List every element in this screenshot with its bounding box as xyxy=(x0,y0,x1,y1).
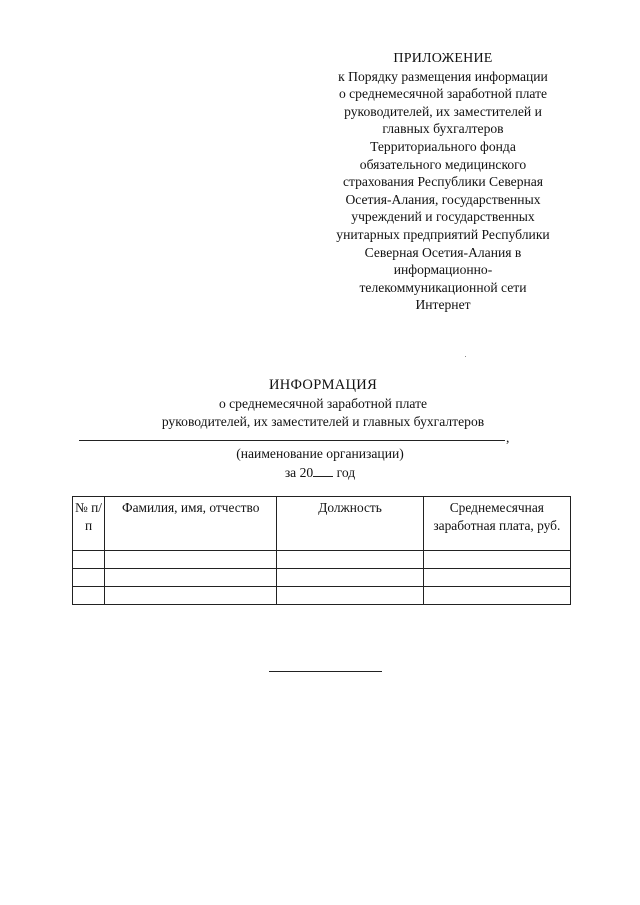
closing-divider xyxy=(269,671,382,672)
table-cell[interactable] xyxy=(73,551,105,569)
salary-table xyxy=(72,496,571,605)
table-cell[interactable] xyxy=(105,587,277,605)
appendix-line: обязательного медицинского xyxy=(359,156,527,172)
appendix-title: ПРИЛОЖЕНИЕ xyxy=(393,51,493,66)
organization-comma: , xyxy=(506,430,510,445)
table-header-row xyxy=(73,497,571,551)
appendix-line: информационно- xyxy=(393,262,493,278)
appendix-line: Северная Осетия-Алания в xyxy=(364,244,522,260)
table-cell[interactable] xyxy=(423,569,570,587)
appendix-line: Территориального фонда xyxy=(370,138,516,154)
appendix-line: телекоммуникационной сети xyxy=(359,279,527,295)
appendix-line: главных бухгалтеров xyxy=(382,121,504,137)
header-average-salary: Среднемесячная заработная плата, руб. xyxy=(423,497,570,551)
form-title: ИНФОРМАЦИЯ xyxy=(268,377,378,393)
appendix-line: Осетия-Алания, государственных xyxy=(345,191,541,207)
table-cell[interactable] xyxy=(73,569,105,587)
year-field[interactable] xyxy=(313,464,333,477)
appendix-line: учреждений и государственных xyxy=(351,209,535,225)
table-row xyxy=(73,569,571,587)
table-cell[interactable] xyxy=(423,587,570,605)
year-prefix: за 20 xyxy=(284,465,314,480)
year-suffix: год xyxy=(336,465,356,480)
table-cell[interactable] xyxy=(277,587,423,605)
appendix-line: Интернет xyxy=(415,297,471,313)
year-line xyxy=(150,464,490,482)
table-cell[interactable] xyxy=(105,551,277,569)
appendix-line: к Порядку размещения информации xyxy=(338,68,548,84)
table-cell[interactable] xyxy=(423,551,570,569)
table-cell[interactable] xyxy=(105,569,277,587)
organization-name-field[interactable] xyxy=(79,440,505,441)
form-subtitle: о среднемесячной заработной плате xyxy=(218,395,428,411)
scan-speck xyxy=(465,356,466,357)
appendix-block xyxy=(318,50,568,314)
form-subtitle: руководителей, их заместителей и главных бухгалтеров xyxy=(161,413,485,429)
table-cell[interactable] xyxy=(73,587,105,605)
organization-caption: (наименование организации) xyxy=(236,446,404,461)
table-cell[interactable] xyxy=(277,551,423,569)
table-row xyxy=(73,587,571,605)
form-heading xyxy=(100,377,546,430)
header-position: Должность xyxy=(277,497,423,551)
appendix-line: руководителей, их заместителей и xyxy=(344,103,542,119)
appendix-line: страхования Республики Северная xyxy=(342,174,544,190)
header-number: № п/п xyxy=(73,497,105,551)
table-cell[interactable] xyxy=(277,569,423,587)
appendix-line: унитарных предприятий Республики xyxy=(336,226,550,242)
appendix-line: о среднемесячной заработной плате xyxy=(338,86,548,102)
table-row xyxy=(73,551,571,569)
header-full-name: Фамилия, имя, отчество xyxy=(105,497,277,551)
